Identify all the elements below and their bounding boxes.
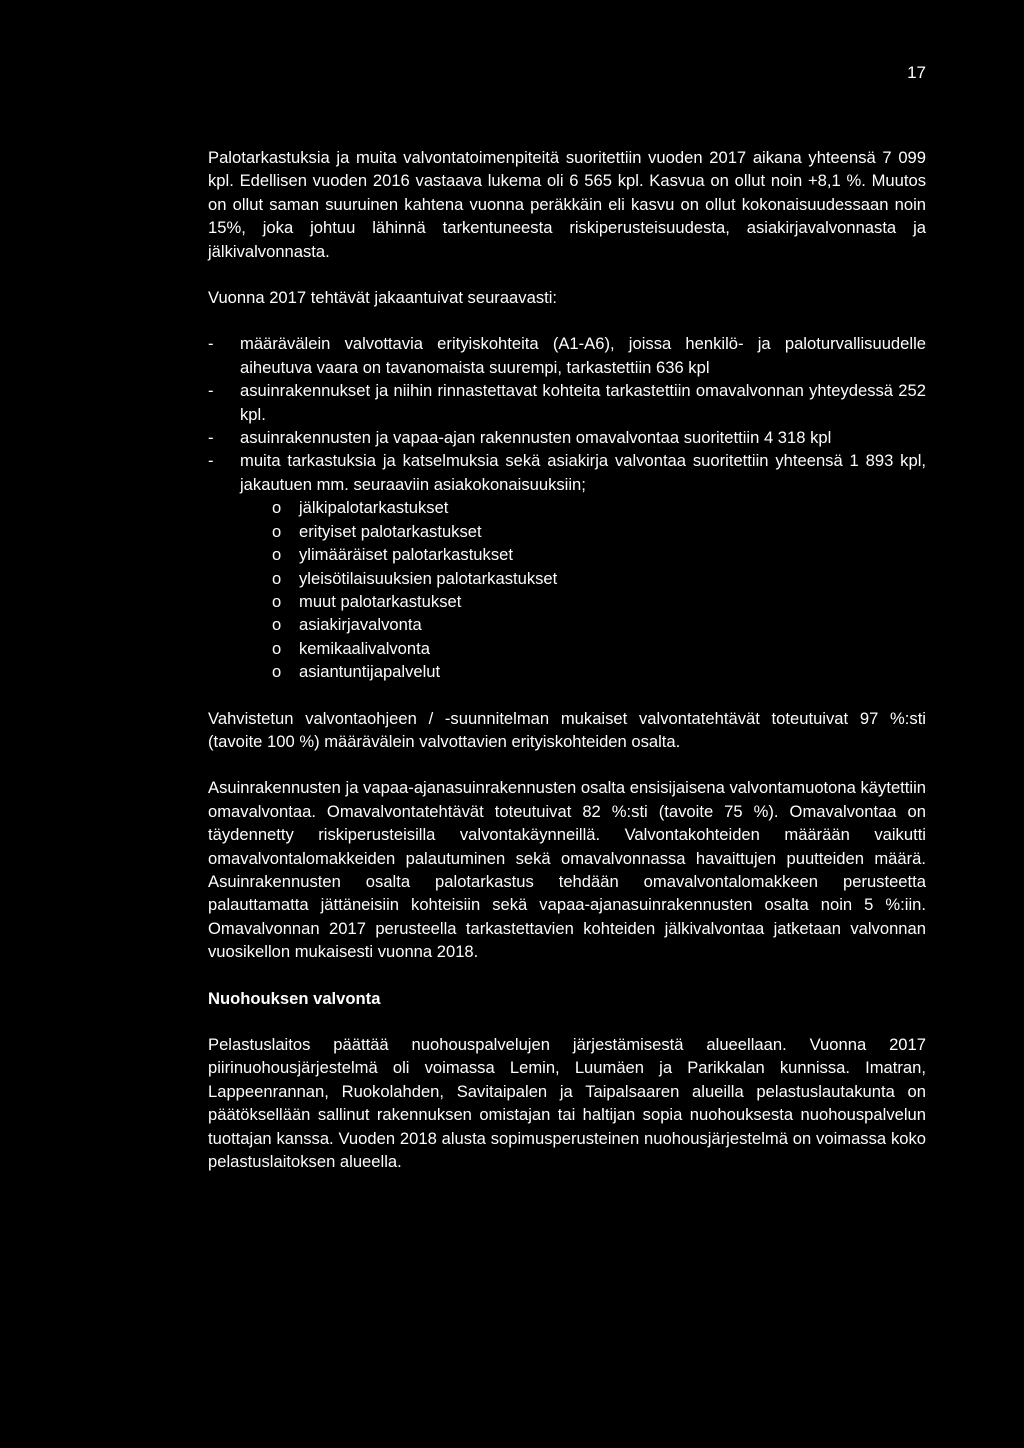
target-paragraph: Vahvistetun valvontaohjeen / -suunnitelman mukaiset valvontatehtävät toteutuivat 97 %:sti (tavoite 100 %) määrävälein valvottavien erityiskohteiden osalta. bbox=[208, 708, 926, 751]
sublist-item bbox=[272, 637, 926, 660]
page-number: 17 bbox=[907, 63, 926, 82]
dash-bullet: - bbox=[208, 451, 214, 471]
sublist-item-text: erityiset palotarkastukset bbox=[299, 521, 482, 541]
sublist-item-text: muut palotarkastukset bbox=[299, 591, 462, 611]
sublist-item-text: yleisötilaisuuksien palotarkastukset bbox=[299, 568, 558, 588]
task-list bbox=[208, 332, 926, 683]
sublist-item bbox=[272, 660, 926, 683]
dash-bullet: - bbox=[208, 334, 214, 354]
list-intro-paragraph: Vuonna 2017 tehtävät jakaantuivat seuraavasti: bbox=[208, 288, 558, 308]
circle-bullet-icon: o bbox=[272, 638, 282, 658]
document-body bbox=[208, 146, 926, 1173]
inspection-type-sublist bbox=[240, 496, 926, 683]
sublist-item bbox=[272, 567, 926, 590]
sublist-item bbox=[272, 590, 926, 613]
circle-bullet-icon: o bbox=[272, 498, 282, 518]
list-item-text: asuinrakennukset ja niihin rinnastettavat kohteita tarkastettiin omavalvonnan yhteydessä 252 kpl. bbox=[240, 381, 926, 424]
list-item bbox=[208, 449, 926, 683]
list-item bbox=[208, 332, 926, 379]
dash-bullet: - bbox=[208, 381, 214, 401]
circle-bullet-icon: o bbox=[272, 568, 282, 588]
sublist-item bbox=[272, 613, 926, 636]
sublist-item-text: asiakirjavalvonta bbox=[299, 615, 422, 635]
sublist-item bbox=[272, 496, 926, 519]
sublist-item bbox=[272, 520, 926, 543]
self-monitoring-paragraph: Asuinrakennusten ja vapaa-ajanasuinrakennusten osalta ensisijaisena valvontamuotona käytettiin omavalvontaa. Omavalvontatehtävät toteutuivat 82 %:sti (tavoite 75 %). Omavalvontaa on täydennetty riskiperusteisilla valvontakäynneillä. Valvontakohteiden määrään vaikutti omavalvontalomakkeiden palautuminen sekä omavalvonnassa havaittujen puutteiden määrä. Asuinrakennusten osalta palotarkastus tehdään omavalvontalomakkeen perusteetta palauttamatta jättäneisiin kohteisiin sekä vapaa-ajanasuinrakennusten osalta noin 5 %:iin. Omavalvonnan 2017 perusteella tarkastettavien kohteiden jälkivalvontaa jatketaan valvonnan vuosikellon mukaisesti vuonna 2018. bbox=[208, 778, 926, 962]
list-item-text: muita tarkastuksia ja katselmuksia sekä asiakirja valvontaa suoritettiin yhteensä 1 893 kpl, jakautuen mm. seuraaviin asiakokonaisuuksiin; bbox=[240, 451, 926, 494]
circle-bullet-icon: o bbox=[272, 615, 282, 635]
circle-bullet-icon: o bbox=[272, 662, 282, 682]
circle-bullet-icon: o bbox=[272, 521, 282, 541]
section-heading: Nuohouksen valvonta bbox=[208, 988, 381, 1008]
sublist-item-text: ylimääräiset palotarkastukset bbox=[299, 545, 513, 565]
circle-bullet-icon: o bbox=[272, 545, 282, 565]
dash-bullet: - bbox=[208, 428, 214, 448]
list-item-text: määrävälein valvottavia erityiskohteita (A1-A6), joissa henkilö- ja paloturvallisuudelle aiheutuva vaara on tavanomaista suurempi, tarkastettiin 636 kpl bbox=[240, 334, 926, 377]
list-item bbox=[208, 426, 926, 449]
sublist-item-text: kemikaalivalvonta bbox=[299, 638, 430, 658]
intro-paragraph: Palotarkastuksia ja muita valvontatoimenpiteitä suoritettiin vuoden 2017 aikana yhteensä 7 099 kpl. Edellisen vuoden 2016 vastaava lukema oli 6 565 kpl. Kasvua on ollut noin +8,1 %. Muutos on ollut saman suuruinen kahtena vuonna peräkkäin eli kasvu on ollut kokonaisuudessaan noin 15%, joka johtuu lähinnä tarkentuneesta riskiperusteisuudesta, asiakirjavalvonnasta ja jälkivalvonnasta. bbox=[208, 148, 926, 261]
section-paragraph: Pelastuslaitos päättää nuohouspalvelujen järjestämisestä alueellaan. Vuonna 2017 piirinuohousjärjestelmä oli voimassa Lemin, Luumäen ja Parikkalan kunnissa. Imatran, Lappeenrannan, Ruokolahden, Savitaipalen ja Taipalsaaren alueilla pelastuslautakunta on päätöksellään sallinut rakennuksen omistajan tai haltijan sopia nuohouksesta nuohouspalvelun tuottajan kanssa. Vuoden 2018 alusta sopimusperusteinen nuohousjärjestelmä on voimassa koko pelastuslaitoksen alueella. bbox=[208, 1035, 926, 1172]
list-item bbox=[208, 379, 926, 426]
sublist-item-text: jälkipalotarkastukset bbox=[299, 498, 449, 518]
circle-bullet-icon: o bbox=[272, 591, 282, 611]
list-item-text: asuinrakennusten ja vapaa-ajan rakennusten omavalvontaa suoritettiin 4 318 kpl bbox=[240, 428, 832, 448]
sublist-item-text: asiantuntijapalvelut bbox=[299, 662, 441, 682]
sublist-item bbox=[272, 543, 926, 566]
